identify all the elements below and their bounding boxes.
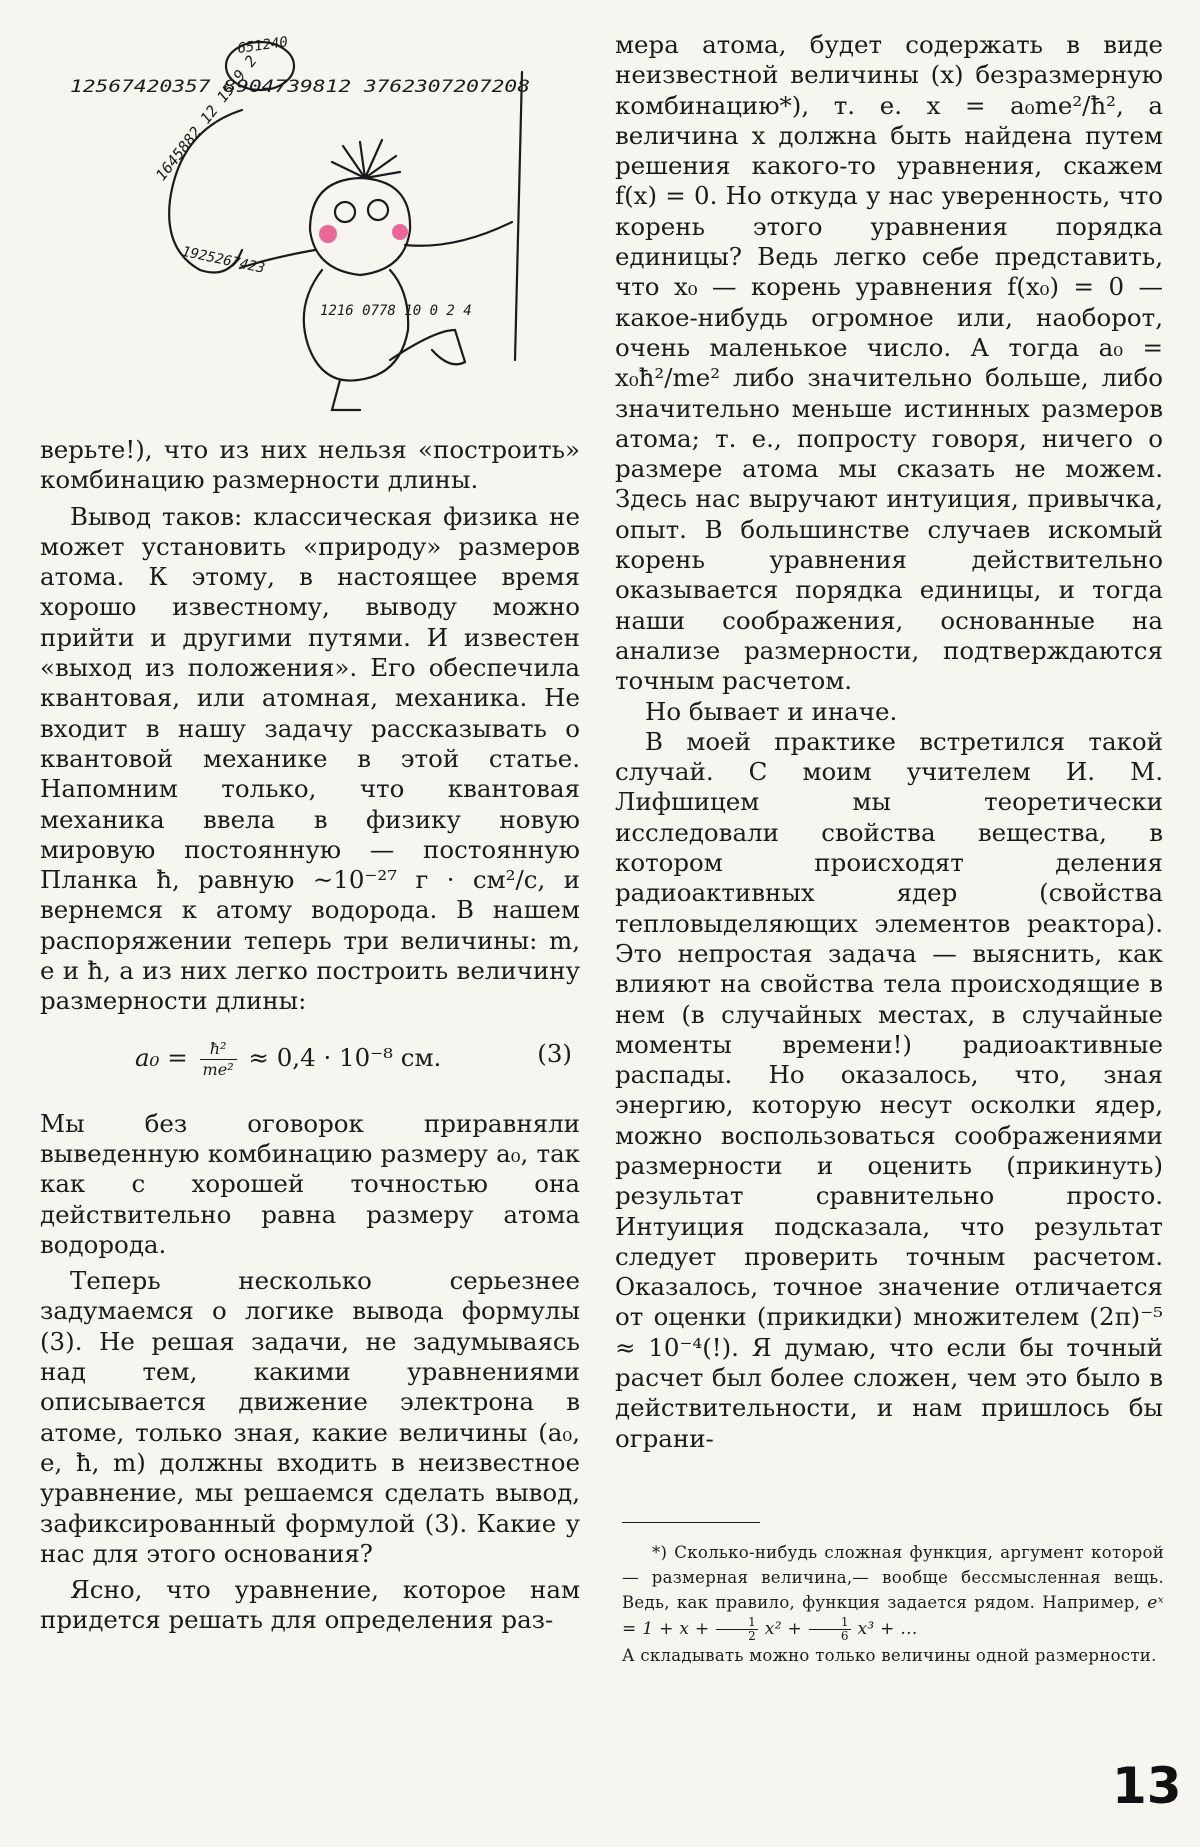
footnote-text: *) Сколько-нибудь сложная функция, аргумент которой — размерная величина,— вообще бессмысленная вещь. Ведь, как правило, функция задается рядом. Например, [622, 1543, 1164, 1612]
right-paragraph-1: мера атома, будет содержать в виде неизвестной величины (x) безразмерную комбинацию*), т. е. x = a₀me²/ħ², а величина x должна быть найдена путем решения какого-то уравнения, скажем f(x) = 0. Но откуда у нас уверенность, что корень этого уравнения порядка единицы? Ведь легко себе представить, что x₀ — корень уравнения f(x₀) = 0 — какое-нибудь огромное или, наоборот, очень маленькое число. А тогда a₀ = x₀ħ²/me² либо значительно больше, либо значительно меньше истинных размеров атома; т. е., попросту говоря, ничего о размере атома мы сказать не можем. Здесь нас выручают интуиция, привычка, опыт. В большинстве случаев искомый корень уравнения действительно оказывается порядка единицы, и тогда наши соображения, основанные на анализе размерности, подтверждаются точным расчетом. [615, 30, 1163, 696]
cheek-left [319, 225, 337, 243]
formula-fraction [200, 1039, 237, 1080]
footnote-frac1-num: 1 [716, 1616, 758, 1630]
creature-body [304, 270, 408, 381]
digits-arm: 1925267423 [180, 243, 267, 277]
cheek-right [392, 224, 408, 240]
footnote-rule [622, 1522, 760, 1523]
footnote [622, 1540, 1164, 1668]
formula-label: (3) [537, 1038, 572, 1068]
right-arm [405, 222, 512, 246]
digits-curl: 1645882 12 15 9 2 [151, 52, 261, 185]
left-paragraph-4: Теперь несколько серьезнее задумаемся о логике вывода формулы (3). Не решая задачи, не задумываясь над тем, какими уравнениями описывается движение электрона в атоме, только зная, какие величины (a₀, e, ħ, m) должны входить в неизвестное уравнение, мы решаемся сделать вывод, зафиксированный формулой (3). Какие у нас для этого основания? [40, 1266, 580, 1568]
footnote-formula-a: eˣ = 1 + x + [622, 1593, 1164, 1639]
left-paragraph-3: Мы без оговорок приравняли выведенную комбинацию размеру a₀, так как с хорошей точностью она действительно равна размеру атома водорода. [40, 1108, 580, 1259]
hair-spikes [332, 140, 400, 178]
left-paragraph-5: Ясно, что уравнение, которое нам придется решать для определения раз- [40, 1575, 580, 1635]
right-leg [390, 330, 465, 364]
formula-rhs: ≈ 0,4 · 10⁻⁸ см. [248, 1042, 442, 1072]
left-eye [335, 202, 355, 222]
digits-ring: 651240 [236, 34, 289, 58]
page-number: 13 [1112, 1757, 1182, 1815]
formula-numerator: ħ² [200, 1039, 237, 1060]
right-eye [368, 200, 388, 220]
left-paragraph-2: Вывод таков: классическая физика не может установить «природу» размеров атома. К этому, в настоящее время хорошо известному, выводу можно прийти и другими путями. И известен «выход из положения». Его обеспечила квантовая, или атомная, механика. Не входит в нашу задачу рассказывать о квантовой механике в этой статье. Напомним только, что квантовая механика ввела в физику новую мировую постоянную — постоянную Планка ħ, равную ~10⁻²⁷ г · см²/с, и вернемся к атому водорода. В нашем распоряжении теперь три величины: m, e и ħ, а из них легко построить величину размерности длины: [40, 501, 580, 1016]
left-leg [332, 380, 360, 410]
formula-lhs: a₀ = [135, 1042, 188, 1072]
left-paragraph-1: верьте!), что из них нельзя «построить» комбинацию размерности длины. [40, 435, 580, 495]
formula-3 [40, 1017, 580, 1109]
footnote-formula-b: x² + [764, 1619, 803, 1639]
right-paragraph-3: В моей практике встретился такой случай. С моим учителем И. М. Лифшицем мы теоретически исследовали свойства вещества, в котором происходят деления радиоактивных ядер (свойства тепловыделяющих элементов реактора). Это непростая задача — выяснить, как влияют на свойства тела происходящие в нем (в случайных местах, в случайные моменты времени!) радиоактивные распады. Но оказалось, что, зная энергию, которую несут осколки ядер, можно воспользоваться соображениями размерности и оценить (прикинуть) результат сравнительно просто. Интуиция подсказала, что результат следует проверить точным расчетом. Оказалось, точное значение отличается от оценки (прикидки) множителем (2π)⁻⁵ ≈ 10⁻⁴(!). Я думаю, что если бы точный расчет был более сложен, чем это было в действительности, и нам пришлось бы ограни- [615, 726, 1163, 1453]
footnote-frac2-num: 1 [809, 1616, 851, 1630]
number-creature-illustration [60, 30, 560, 430]
right-column [615, 30, 1163, 1454]
formula-denominator: me² [202, 1059, 234, 1079]
footnote-frac1-den: 2 [748, 1629, 757, 1643]
footnote-frac2-den: 6 [840, 1629, 849, 1643]
footnote-frac-half [716, 1616, 758, 1643]
footnote-frac-sixth [809, 1616, 851, 1643]
footnote-tail: А складывать можно только величины одной размерности. [622, 1646, 1157, 1665]
digits-body: 1216 0778 10 0 2 4 [320, 303, 472, 319]
right-paragraph-2: Но бывает и иначе. [645, 696, 898, 726]
left-column [40, 435, 580, 1636]
staff-line [515, 72, 522, 360]
footnote-formula-c: x³ + ... [857, 1619, 918, 1639]
digits-top: 12567420357 8904739812 3762307207208 [70, 77, 530, 97]
